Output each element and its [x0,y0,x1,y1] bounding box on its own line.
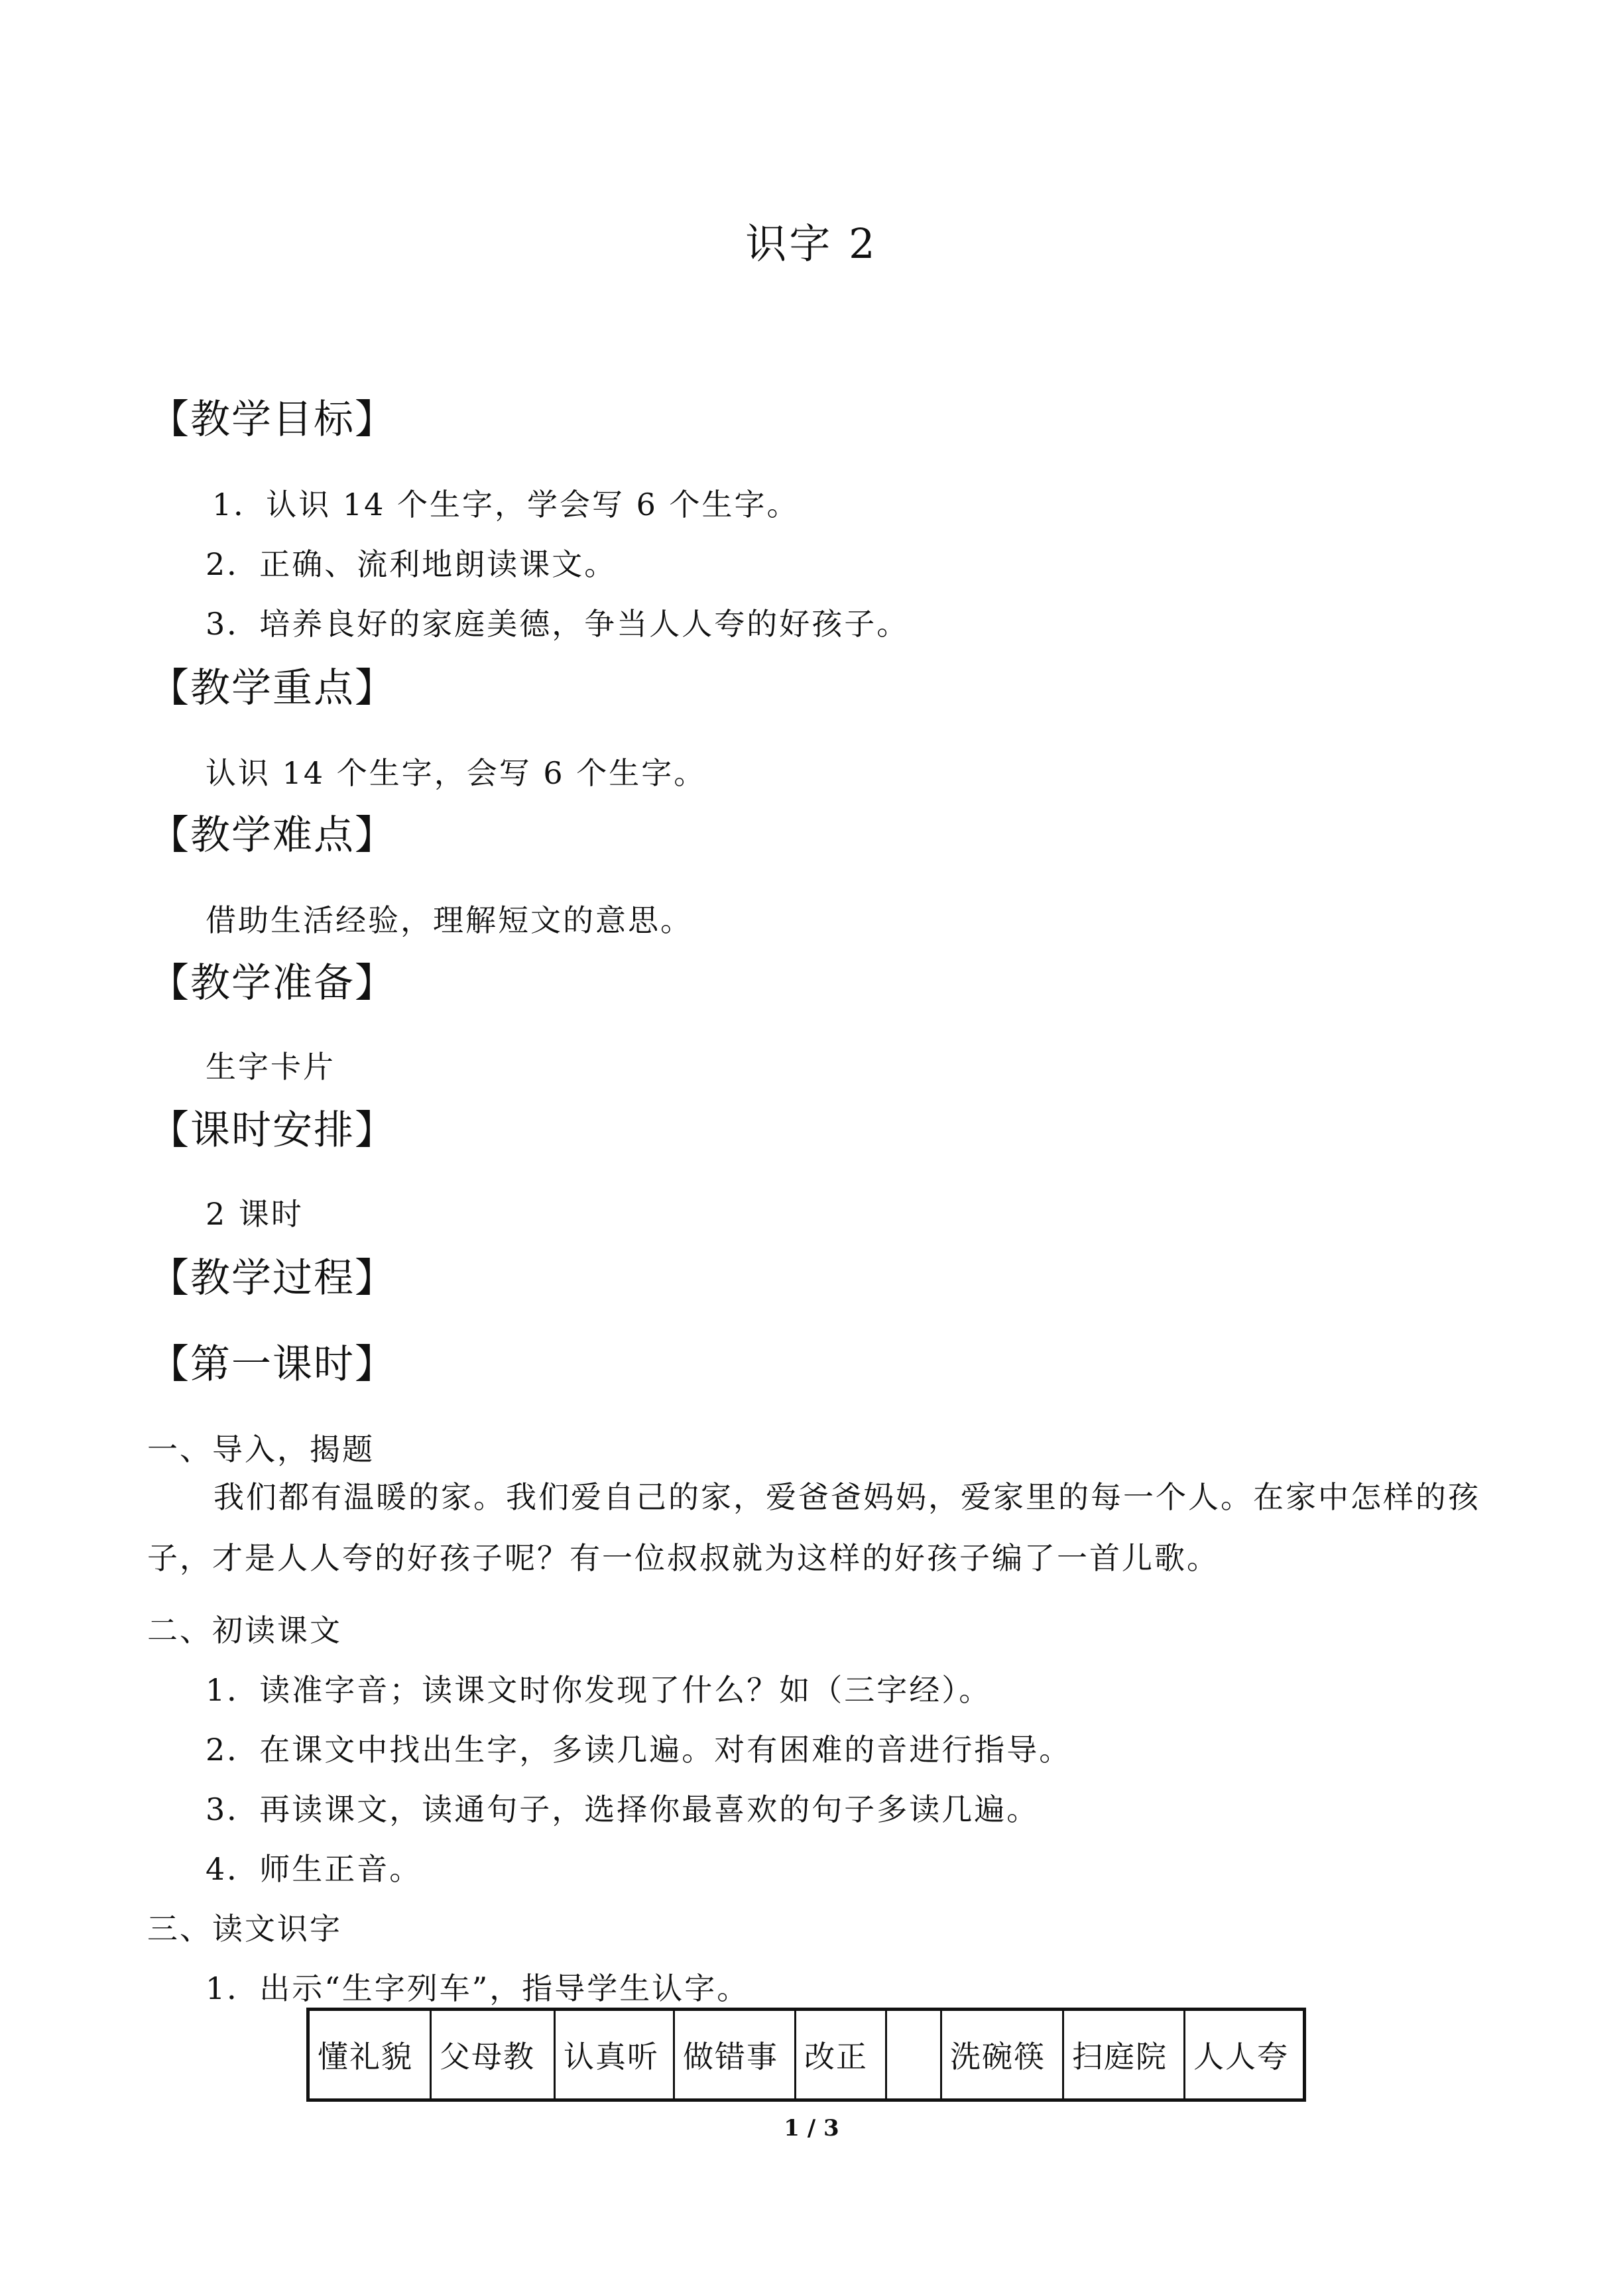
section-3-item-1: 1．出示“生字列车”，指导学生认字。 [206,1970,750,2006]
table-row [308,2010,1305,2100]
train-cell: 改正 [796,2010,886,2100]
key-points-text: 认识 14 个生字，会写 6 个生字。 [206,755,707,791]
page-number: 1 / 3 [784,2115,839,2142]
heading-key-points: 【教学重点】 [149,665,396,711]
difficulties-text: 借助生活经验，理解短文的意思。 [206,902,693,938]
goal-item-2: 2．正确、流利地朗读课文。 [206,546,617,582]
document-title: 识字 2 [745,219,878,268]
section-2-title: 二、初读课文 [147,1612,342,1648]
heading-schedule: 【课时安排】 [149,1107,396,1154]
heading-process: 【教学过程】 [149,1255,396,1301]
section-1-paragraph: 我们都有温暖的家。我们爱自己的家，爱爸爸妈妈，爱家里的每一个人。在家中怎样的孩子，才是人人夸的好孩子呢？有一位叔叔就为这样的好孩子编了一首儿歌。 [147,1479,1480,1576]
train-cell: 扫庭院 [1063,2010,1185,2100]
goal-item-1: 1．认识 14 个生字，学会写 6 个生字。 [212,487,800,522]
section-1-title: 一、导入，揭题 [147,1431,375,1467]
section-2-item-2: 2．在课文中找出生字，多读几遍。对有困难的音进行指导。 [206,1732,1072,1768]
goal-item-3: 3．培养良好的家庭美德，争当人人夸的好孩子。 [206,606,910,642]
section-2-item-4: 4．师生正音。 [206,1851,422,1887]
schedule-text: 2 课时 [206,1196,304,1232]
preparation-text: 生字卡片 [206,1049,335,1085]
section-2-item-3: 3．再读课文，读通句子，选择你最喜欢的句子多读几遍。 [206,1791,1040,1827]
train-cell: 认真听 [555,2010,674,2100]
heading-difficulties: 【教学难点】 [149,812,396,859]
train-cell: 做错事 [674,2010,796,2100]
train-cell: 人人夸 [1185,2010,1305,2100]
section-2-item-1: 1．读准字音；读课文时你发现了什么？如（三字经）。 [206,1672,992,1708]
heading-goals: 【教学目标】 [149,396,396,443]
train-cell-empty [886,2010,941,2100]
train-cell: 父母教 [431,2010,555,2100]
train-cell: 洗碗筷 [941,2010,1063,2100]
section-3-title: 三、读文识字 [147,1911,342,1947]
train-cell: 懂礼貌 [308,2010,431,2100]
character-train-table [306,2008,1306,2102]
heading-lesson-1: 【第一课时】 [149,1341,396,1388]
heading-preparation: 【教学准备】 [149,960,396,1006]
